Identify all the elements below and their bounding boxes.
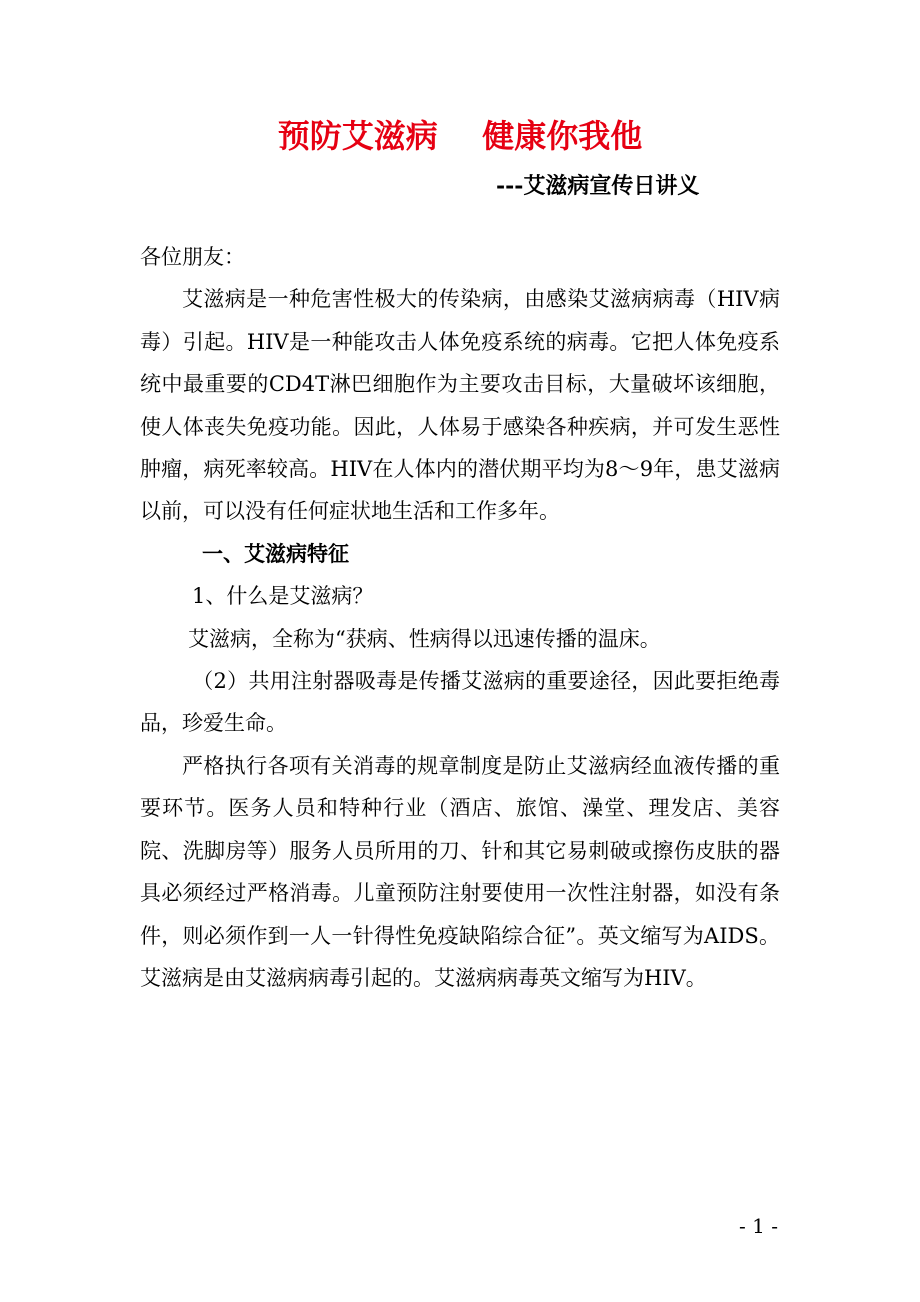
section-heading: 一、艾滋病特征 bbox=[202, 540, 349, 566]
document-body bbox=[140, 236, 780, 999]
greeting: 各位朋友： bbox=[140, 245, 245, 269]
paragraph-intro: 艾滋病是一种危害性极大的传染病，由感染艾滋病病毒（HIV病毒）引起。HIV是一种能攻击人体免疫系统的病毒。它把人体免疫系统中最重要的CD4T淋巴细胞作为主要攻击目标，大量破坏该细胞，使人体丧失免疫功能。因此，人体易于感染各种疾病，并可发生恶性肿瘤，病死率较高。HIV在人体内的潜伏期平均为8～9年，患艾滋病以前，可以没有任何症状地生活和工作多年。 bbox=[140, 287, 780, 524]
page-number: - 1 - bbox=[739, 1214, 778, 1238]
document-subtitle: ---艾滋病宣传日讲义 bbox=[496, 173, 700, 199]
document-title: 预防艾滋病 健康你我他 bbox=[277, 117, 643, 155]
paragraph-point-2-text: （2）共用注射器吸毒是传播艾滋病的重要途径，因此要拒绝毒品，珍爱生命。 bbox=[140, 669, 780, 736]
paragraph-definition: 艾滋病，全称为“获病、性病得以迅速传播的温床。 bbox=[188, 626, 661, 651]
question-heading: 1、什么是艾滋病？ bbox=[192, 584, 374, 609]
paragraph-point-2 bbox=[140, 660, 780, 745]
paragraph-closing: 严格执行各项有关消毒的规章制度是防止艾滋病经血液传播的重要环节。医务人员和特种行业（酒店、旅馆、澡堂、理发店、美容院、洗脚房等）服务人员所用的刀、针和其它易刺破或擦伤皮肤的器具必须经过严格消毒。儿童预防注射要使用一次性注射器，如没有条件，则必须作到一人一针得性免疫缺陷综合征”。英文缩写为AIDS。艾滋病是由艾滋病病毒引起的。艾滋病病毒英文缩写为HIV。 bbox=[140, 753, 780, 990]
